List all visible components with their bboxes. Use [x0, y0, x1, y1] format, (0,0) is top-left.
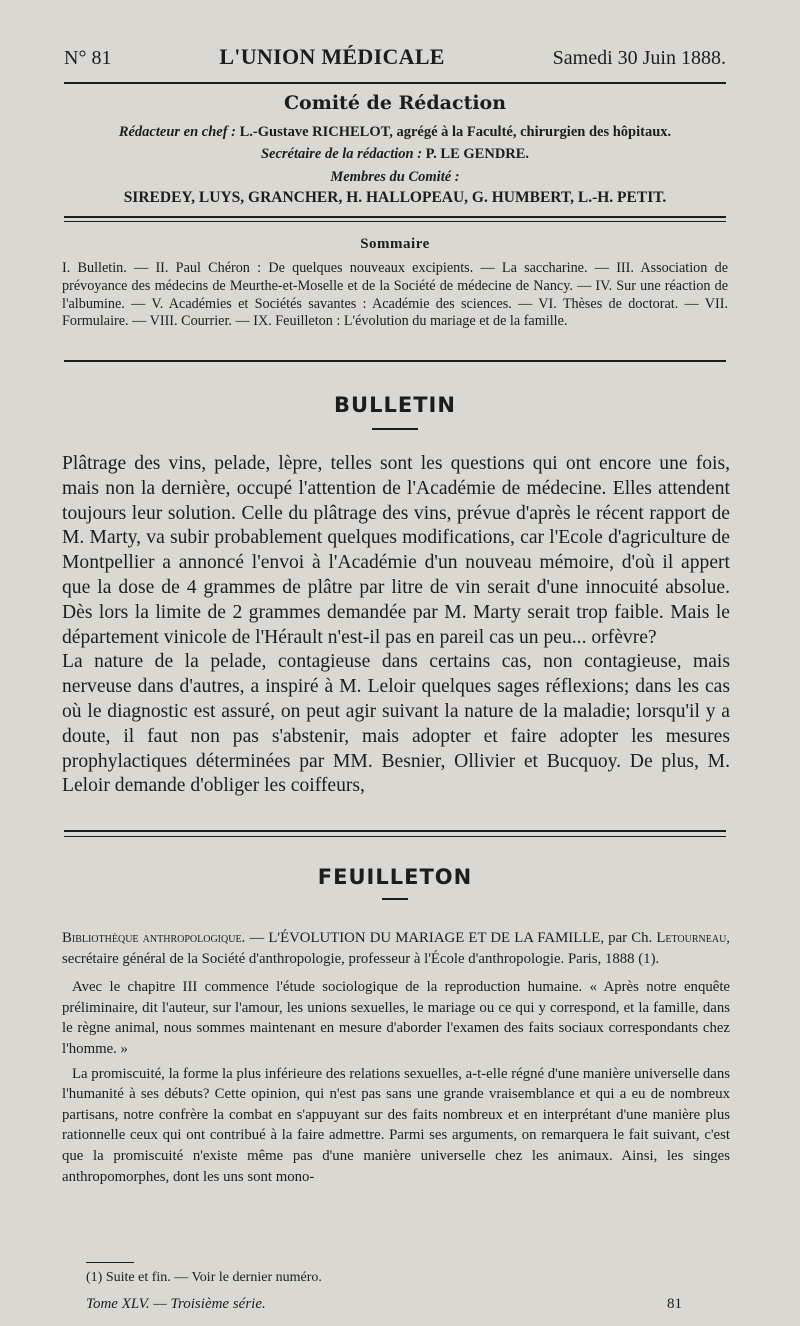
bulletin-title-rule	[372, 428, 418, 430]
page-number: 81	[667, 1296, 682, 1312]
masthead	[64, 44, 726, 80]
bulletin-paragraph-2: La nature de la pelade, contagieuse dans certains cas, non contagieuse, mais nerveuse dans d'autres, a inspiré à M. Leloir quelques sages réflexions; dans les cas où le diagnostic est assuré, on peut agir suivant la nature de la maladie; lorsqu'il y a doute, il faut non pas s'abstenir, mais adopter et faire adopter les mesures prophylactiques déterminées par MM. Besnier, Ollivier et Bucquoy. De plus, M. Leloir demande d'obliger les coiffeurs,	[62, 651, 730, 797]
footnote-rule	[86, 1262, 134, 1263]
membres-label-line	[64, 167, 726, 187]
sommaire-text: I. Bulletin. — II. Paul Chéron : De quelques nouveaux excipients. — La saccharine. — III. Association de prévoyance des médecins de Meurthe-et-Moselle et de la Société de médecine de Nancy. — IV. Sur une réaction de l'albumine. — V. Académies et Sociétés savantes : Académie des sciences. — VI. Thèses de doctorat. — VII. Formulaire. — VIII. Courrier. — IX. Feuilleton : L'évolution du mariage et de la famille.	[62, 260, 728, 330]
footnote: (1) Suite et fin. — Voir le dernier numéro.	[86, 1270, 322, 1285]
journal-title: L'UNION MÉDICALE	[219, 44, 445, 69]
membres-label: Membres du Comité :	[330, 169, 460, 185]
tome-label: Tome XLV. — Troisième série.	[86, 1296, 266, 1312]
bulletin-title: BULLETIN	[334, 393, 456, 417]
bulletin-paragraph-1: Plâtrage des vins, pelade, lèpre, telles sont les questions qui ont encore une fois, mais non la dernière, occupé l'attention de l'Académie de médecine. Elles attendent toujours leur solution. Celle du plâtrage des vins, prévue d'après le récent rapport de M. Marty, va subir probablement quelques modifications, car l'Ecole d'agriculture de Montpellier a annoncé l'envoi à l'Académie d'un nouveau mémoire, d'où il appert que la dose de 4 grammes de plâtre par litre de vin serait d'une innocuité absolue. Dès lors la limite de 2 grammes demandée par M. Marty serait trop faible. Mais le département vinicole de l'Hérault n'est-il pas en pareil cas un peu... orfèvre?	[62, 453, 730, 648]
sommaire-rule	[64, 360, 726, 362]
comite-rule-1	[64, 216, 726, 218]
feuilleton-heading-tail: , secrétaire général de la Société d'anthropologie, professeur à l'École d'anthropologie. Paris, 1888 (1).	[62, 930, 730, 967]
feuilleton-heading-series: Bibliothèque anthropologique.	[62, 930, 246, 946]
page-footer	[86, 1296, 682, 1313]
bulletin-rule-2	[64, 836, 726, 837]
secretaire-name: P. LE GENDRE.	[425, 146, 530, 162]
feuilleton-title-rule	[382, 898, 408, 900]
feuilleton-heading	[62, 928, 730, 969]
issue-date: Samedi 30 Juin 1888.	[552, 47, 726, 69]
membres-names: SIREDEY, LUYS, GRANCHER, H. HALLOPEAU, G. HUMBERT, L.-H. PETIT.	[123, 189, 667, 206]
bulletin-rule-1	[64, 830, 726, 832]
feuilleton-paragraph-1: Avec le chapitre III commence l'étude sociologique de la reproduction humaine. « Après notre enquête préliminaire, dit l'auteur, sur l'amour, les unions sexuelles, le mariage ou ce qui y correspond, et la famille, dans le règne animal, nous sommes maintenant en mesure d'aborder l'examen des faits sociaux correspondants chez l'homme. »	[62, 979, 730, 1057]
redacteur-name: L.-Gustave RICHELOT, agrégé à la Faculté, chirurgien des hôpitaux.	[239, 124, 672, 140]
feuilleton-heading-author: Letourneau	[656, 930, 727, 946]
masthead-rule	[64, 82, 726, 84]
bulletin-body	[62, 452, 730, 799]
feuilleton-title: FEUILLETON	[317, 865, 473, 889]
comite-title: Comité de Rédaction	[283, 92, 507, 114]
secretaire-label: Secrétaire de la rédaction :	[260, 146, 423, 162]
feuilleton-body	[62, 928, 730, 1187]
comite-rule-2	[64, 221, 726, 222]
redacteur-line	[64, 122, 726, 142]
feuilleton-heading-title: — L'ÉVOLUTION DU MARIAGE ET DE LA FAMILLE, par Ch.	[245, 930, 657, 946]
issue-number: N° 81	[64, 47, 112, 69]
secretaire-line	[64, 144, 726, 164]
redacteur-label: Rédacteur en chef :	[118, 124, 237, 140]
sommaire-title: Sommaire	[360, 236, 430, 252]
feuilleton-paragraph-2: La promiscuité, la forme la plus inférieure des relations sexuelles, a-t-elle régné d'une manière universelle dans l'humanité à ses débuts? Cette opinion, qui n'est pas sans une grande vraisemblance et qui a eu de nombreux partisans, notre confrère la combat en s'appuyant sur des faits nombreux et en interprétant d'une manière plus rationnelle ceux qui ont contribué à la faire admettre. Parmi ses arguments, on remarquera le fait suivant, c'est que la promiscuité n'existe même pas d'une manière universelle chez les animaux. Ainsi, les singes anthropomorphes, dont les uns sont mono-	[62, 1065, 730, 1185]
